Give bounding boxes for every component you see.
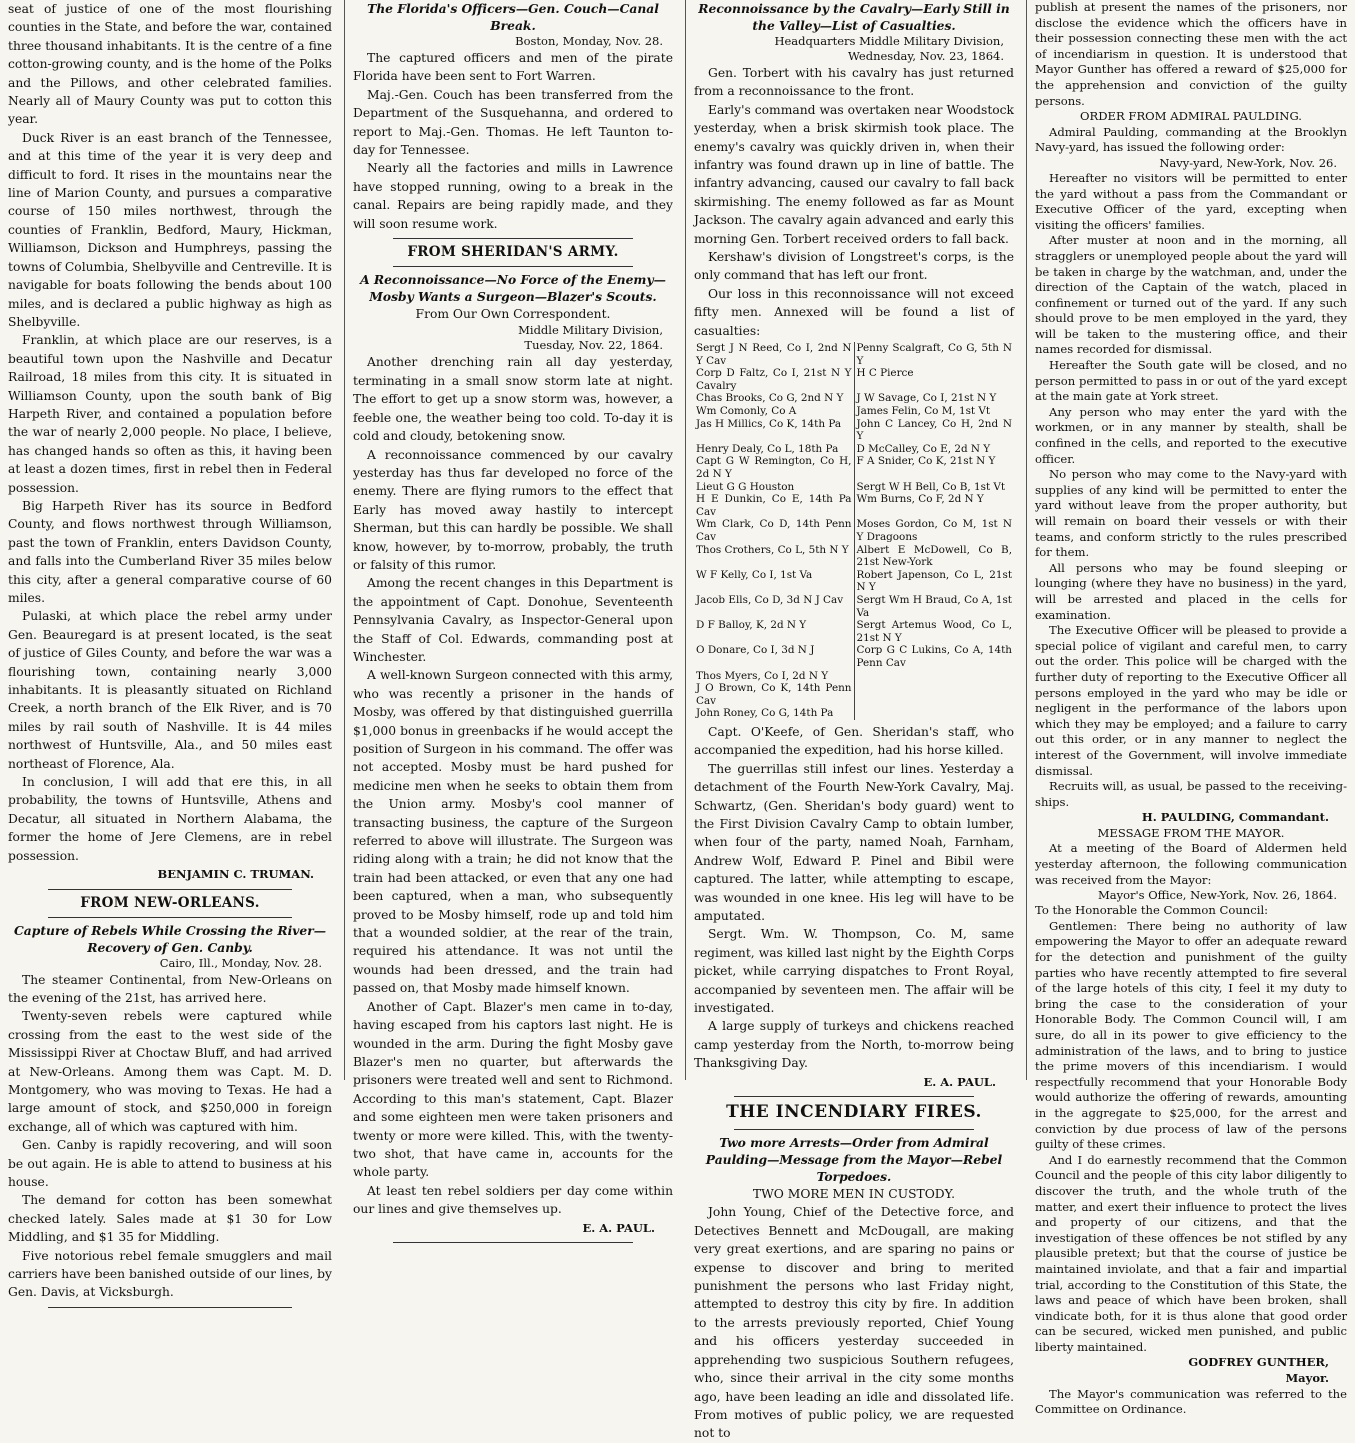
casualty-entry: Sergt J N Reed, Co I, 2nd N Y Cav [694,342,854,367]
column-4 [1026,0,1355,1417]
casualty-entry: John C Lancey, Co H, 2nd N Y [856,417,1012,443]
article-paragraph: Twenty-seven rebels were captured while crossing from the east to the west side of the Mississippi River at Choctaw Bluff, and had arrived at New-Orleans. Among them was Capt. M. D. Montgomery, who was moving to Texas. He had a large amount of stock, and $250,000 in foreign exchange, all of which was captured with him. [8,1009,332,1134]
dateline: Mayor's Office, New-York, Nov. 26, 1864. [1097,888,1337,903]
article-paragraph: And I do earnestly recommend that the Common Council and the people of this city labor diligently to discover the truth, and the whole truth of the matter, and exert their influence to protect the lives and property of our citizens, and that the investigation of these offences be not stifled by any plausible pretext; but that the course of justice be maintained inviolate, and that a fair and impartial trial, according to the Constitution of this State, the laws and peace of which have been broken, shall vindicate both, for it is thus alone that good order can be secured, wicked men punished, and public liberty maintained. [1035,1152,1347,1354]
casualty-entry: Sergt Artemus Wood, Co L, 21st N Y [856,619,1012,644]
casualty-entry: J O Brown, Co K, 14th Penn Cav [694,682,854,707]
casualty-row [694,481,1014,494]
casualty-entry: Corp G C Lukins, Co A, 14th Penn Cav [856,644,1012,669]
section-subhead: TWO MORE MEN IN CUSTODY. [752,1187,956,1202]
dateline: Cairo, Ill., Monday, Nov. 28. [159,955,322,970]
dateline: Middle Military Division, [518,323,663,338]
section-headline: FROM NEW-ORLEANS. [80,894,260,911]
casualty-row [694,619,1014,644]
dateline: Wednesday, Nov. 23, 1864. [848,49,1004,63]
article-paragraph: Sergt. Wm. W. Thompson, Co. M, same regiment, was killed last night by the Eighth Corps picket, while carrying dispatches to Front Royal, accompanied by seventeen men. The affair will be investigated. [694,927,1014,1015]
casualty-row [694,342,1014,367]
column-rule [734,1129,974,1130]
column-rule [393,238,633,239]
casualty-row [694,569,1014,594]
dateline: Tuesday, Nov. 22, 1864. [524,338,663,353]
article-paragraph: Capt. O'Keefe, of Gen. Sheridan's staff, who accompanied the expedition, had his horse killed. [694,724,1014,758]
casualty-entry: Capt G W Remington, Co H, 2d N Y [694,455,854,480]
sub-headline: A Reconnoissance—No Force of the Enemy—Mosby Wants a Surgeon—Blazer's Scouts. [360,272,666,305]
article-paragraph: The guerrillas still infest our lines. Yesterday a detachment of the Fourth New-York Cavalry, Maj. Schwartz, (Gen. Sheridan's body guard) went to the First Division Cavalry Camp to obtain lumber, when four of the party, named Noah, Farnham, Andrew Wolf, Edward P. Pinel and Bibil were captured. The latter, while attempting to escape, was wounded in one knee. His leg will have to be amputated. [694,761,1014,923]
article-paragraph: The demand for cotton has been somewhat checked lately. Sales made at $1 30 for Low Middling, and $1 35 for Middling. [8,1193,332,1245]
casualty-entry: F A Snider, Co K, 21st N Y [856,455,996,468]
casualty-row [694,443,1014,456]
casualty-entry: H C Pierce [856,367,914,380]
casualty-entry [854,707,1014,720]
column-2 [344,0,681,1235]
article-paragraph: The Mayor's communication was referred to the Committee on Ordinance. [1035,1386,1347,1417]
casualty-entry: Moses Gordon, Co M, 1st N Y Dragoons [856,518,1012,543]
signature: GODFREY GUNTHER, [1188,1355,1329,1370]
article-paragraph: Another of Capt. Blazer's men came in to-day, having escaped from his captors last night. He is wounded in the arm. During the fight Mosby gave Blazer's men no quarter, but afterwards the prisoners were treated well and sent to Richmond. According to this man's statement, Capt. Blazer and some eighteen men were taken prisoners and twenty or more were killed. This, with the twenty-two shot, that have came in, accounts for the whole party. [353,999,673,1180]
article-paragraph: No person who may come to the Navy-yard with supplies of any kind will be permitted to enter the yard without leave from the proper authority, but will remain on board their vessels or with their teams, and conform strictly to the rules prescribed for them. [1035,467,1347,560]
article-paragraph: Franklin, at which place are our reserves, is a beautiful town upon the Nashville and Decatur Railroad, 18 miles from this city. It is situated in Williamson County, upon the south bank of Big Harpeth River, and contained a population before the war of nearly 2,000 people. No place, I believe, has changed hands so often as this, it having been at least a dozen times, first in rebel then in Federal possession. [8,333,332,495]
casualty-entry [854,670,1014,683]
article-paragraph: At a meeting of the Board of Aldermen held yesterday afternoon, the following communication was received from the Mayor: [1035,841,1347,887]
casualty-entry: D F Balloy, K, 2d N Y [694,619,854,644]
article-paragraph: Any person who may enter the yard with the workmen, or in any manner by stealth, shall be confined in the cells, and reported to the executive officer. [1035,404,1347,466]
casualty-entry: James Felin, Co M, 1st Vt [856,405,991,418]
casualty-entry: Sergt Wm H Braud, Co A, 1st Va [856,593,1012,619]
casualty-entry: Wm Clark, Co D, 14th Penn Cav [694,518,854,543]
article-paragraph: The captured officers and men of the pirate Florida have been sent to Fort Warren. [353,51,673,84]
article-paragraph: Pulaski, at which place the rebel army under Gen. Beauregard is at present located, is the seat of justice of Giles County, and before the war was a flourishing town, containing nearly 3,000 inhabitants. It is pleasantly situated on Richland Creek, a north branch of the Elk River, and is 70 miles by rail south of Nashville. It is 44 miles northwest of Huntsville, Ala., and 50 miles east northeast of Florence, Ala. [8,609,332,771]
casualty-row [694,670,1014,683]
casualty-entry: Jacob Ells, Co D, 3d N J Cav [694,594,854,619]
article-paragraph: After muster at noon and in the morning, all stragglers or unemployed people about the yard will be taken in charge by the watchman, and, under the direction of the Captain of the watch, placed in confinement or turned out of the yard. If any such should prove to be men employed in the yard, they will be taken to the mustering office, and their names recorded for dismissal. [1035,233,1347,357]
casualty-entry: John Roney, Co G, 14th Pa [694,707,854,720]
dateline: Navy-yard, New-York, Nov. 26. [1159,155,1337,170]
sub-headline: The Florida's Officers—Gen. Couch—Canal Break. [367,1,659,33]
sub-headline: Capture of Rebels While Crossing the River—Recovery of Gen. Canby. [13,922,327,955]
casualty-entry [854,682,1014,707]
casualty-row [694,455,1014,480]
article-paragraph: Gen. Torbert with his cavalry has just returned from a reconnoissance to the front. [694,66,1014,99]
casualty-entry: Chas Brooks, Co G, 2nd N Y [694,392,854,405]
column-rule [48,889,292,890]
article-paragraph: Early's command was overtaken near Woodstock yesterday, when a brisk skirmish took place. The enemy's cavalry was quickly driven in, when their infantry was found drawn up in line of battle. The infantry advancing, caused our cavalry to fall back skirmishing. The enemy followed as far as Mount Jackson. The cavalry again advanced and early this morning Gen. Torbert received orders to fall back. [694,102,1014,246]
signature: E. A. PAUL. [582,1220,655,1235]
article-paragraph: In conclusion, I will add that ere this, in all probability, the towns of Huntsville, Athens and Decatur, all situated in Northern Alabama, the former the home of Jere Clemens, are in rebel possession. [8,775,332,863]
casualty-list [694,342,1014,720]
casualty-row [694,367,1014,392]
casualty-row [694,707,1014,720]
column-rule [48,1307,292,1308]
casualty-entry: Robert Japenson, Co L, 21st N Y [856,568,1012,594]
article-paragraph: All persons who may be found sleeping or lounging (where they have no business) in the yard, will be arrested and placed in the cells for examination. [1035,560,1347,622]
article-paragraph: Admiral Paulding, commanding at the Brooklyn Navy-yard, has issued the following order: [1035,124,1347,155]
main-headline: THE INCENDIARY FIRES. [726,1102,982,1123]
article-paragraph: Big Harpeth River has its source in Bedford County, and flows northwest through Williamson, past the town of Franklin, enters Davidson County, and falls into the Cumberland River 35 miles below this city, after a general comparative course of 60 miles. [8,498,332,605]
article-paragraph: Gentlemen: There being no authority of law empowering the Mayor to offer an adequate reward for the detection and punishment of the guilty parties who have recently attempted to fire several of the large hotels of this city, I feel it my duty to bring the case to the consideration of your Honorable Body. The Common Council will, I am sure, do all in its power to give efficiency to the administration of the laws, and to bring to justice the prime movers of this incendiarism. I would respectfully recommend that your Honorable Body would authorize the offering of rewards, amounting in the aggregate to $25,000, for the arrest and conviction by due process of law of the persons guilty of these crimes. [1035,918,1347,1152]
signature: E. A. PAUL. [923,1074,996,1089]
article-paragraph: A well-known Surgeon connected with this army, who was recently a prisoner in the hands of Mosby, was offered by that distinguished guerrilla $1,000 bonus in greenbacks if he would accept the position of Surgeon in his command. The offer was not accepted. Mosby must be hard pushed for medicine men when he seeks to obtain them from the Union army. Mosby's cool manner of transacting business, the capture of the Surgeon referred to above will illustrate. The Surgeon was riding along with a train; he did not know that the train had been attacked, or even that any one had been captured, when a man, who subsequently proved to be Mosby himself, rode up and told him that a wounded soldier, at the rear of the train, required his attendance. It was not until the wounds had been dressed, and the train had passed on, that Mosby made himself known. [353,668,673,996]
article-paragraph: Recruits will, as usual, be passed to the receiving-ships. [1035,779,1347,809]
section-subhead: ORDER FROM ADMIRAL PAULDING. [1080,109,1302,124]
article-paragraph: To the Honorable the Common Council: [1035,903,1269,918]
sub-headline: Two more Arrests—Order from Admiral Paulding—Message from the Mayor—Rebel Torpedoes. [705,1135,1003,1185]
casualty-entry: H E Dunkin, Co E, 14th Pa Cav [694,493,854,518]
casualty-entry: W F Kelly, Co I, 1st Va [694,569,854,594]
article-paragraph: John Young, Chief of the Detective force, and Detectives Bennett and McDougall, are making very great exertions, and are sparing no pains or expense to discover and bring to merited punishment the persons who last Friday night, attempted to destroy this city by fire. In addition to the arrests previously reported, Chief Young and his officers yesterday succeeded in apprehending two suspicious Southern refugees, who, since their arrival in the city some months ago, have been leading an idle and dissolated life. From motives of public policy, we are requested not to [694,1205,1014,1441]
casualty-entry: Penny Scalgraft, Co G, 5th N Y [856,342,1012,367]
article-paragraph: Nearly all the factories and mills in Lawrence have stopped running, owing to a break in the canal. Repairs are being rapidly made, and they will soon resume work. [353,161,673,231]
article-paragraph: Hereafter the South gate will be closed, and no person permitted to pass in or out of the yard except at the main gate at York street. [1035,358,1347,404]
article-paragraph: A reconnoissance commenced by our cavalry yesterday has thus far developed no force of the enemy. There are flying rumors to the effect that Early has moved away hastily to intercept Sherman, but this can hardly be possible. We shall know, however, by to-morrow, probably, the truth or falsity of this rumor. [353,447,673,572]
casualty-row [694,392,1014,405]
casualty-entry: Wm Burns, Co F, 2d N Y [856,493,984,506]
casualty-entry: Thos Myers, Co I, 2d N Y [694,670,854,683]
casualty-row [694,405,1014,418]
dateline: Boston, Monday, Nov. 28. [515,34,663,48]
column-rule [393,1242,633,1243]
article-paragraph: seat of justice of one of the most flourishing counties in the State, and before the war, contained three thousand inhabitants. It is the centre of a fine cotton-growing county, and is the home of the Polks and the Pillows, and other celebrated families. Nearly all of Maury County was put to cotton this year. [8,2,332,127]
column-rule [393,266,633,267]
article-paragraph: Kershaw's division of Longstreet's corps, is the only command that has left our front. [694,250,1014,283]
section-subhead: MESSAGE FROM THE MAYOR. [1097,825,1285,840]
casualty-entry: O Donare, Co I, 3d N J [694,644,854,669]
casualty-entry: Lieut G G Houston [694,481,854,494]
column-3 [685,0,1022,1441]
article-paragraph: The Executive Officer will be pleased to provide a special police of vigilant and careful men, to carry out the order. This police will be charged with the further duty of reporting to the Executive Officer all persons employed in the yard who may be idle or negligent in the performance of the labors upon which they may be employed; and a failure to carry out this order, or in any manner to neglect the interest of the Government, will involve immediate dismissal. [1035,623,1347,778]
casualty-entry: D McCalley, Co E, 2d N Y [856,442,991,455]
casualty-entry: Corp D Faltz, Co I, 21st N Y Cavalry [694,367,854,392]
casualty-entry: Albert E McDowell, Co B, 21st New-York [856,543,1012,569]
casualty-entry: Jas H Millics, Co K, 14th Pa [694,418,854,443]
article-paragraph: Hereafter no visitors will be permitted to enter the yard without a pass from the Commandant or Executive Officer of the yard, excepting when visiting the officers' families. [1035,170,1347,232]
article-paragraph: Another drenching rain all day yesterday, terminating in a small snow storm late at night. The effort to get up a snow storm was, however, a feeble one, the weather being too cold. To-day it is cold and cloudy, betokening snow. [353,355,673,444]
casualty-row [694,682,1014,707]
casualty-entry: Wm Comonly, Co A [694,405,854,418]
article-paragraph: Five notorious rebel female smugglers and mail carriers have been banished outside of our lines, by Gen. Davis, at Vicksburgh. [8,1248,332,1300]
dateline: Headquarters Middle Military Division, [774,34,1004,48]
section-headline: FROM SHERIDAN'S ARMY. [407,244,619,261]
signature: Mayor. [1285,1371,1329,1386]
article-paragraph: Gen. Canby is rapidly recovering, and will soon be out again. He is able to attend to business at his house. [8,1138,332,1189]
casualty-row [694,493,1014,518]
casualty-row [694,418,1014,443]
column-rule [48,917,292,918]
article-paragraph: Among the recent changes in this Department is the appointment of Capt. Donohue, Seventeenth Pennsylvania Cavalry, as Inspector-General upon the Staff of Col. Edwards, commanding post at Winchester. [353,576,673,664]
article-paragraph: Maj.-Gen. Couch has been transferred from the Department of the Susquehanna, and ordered to report to Maj.-Gen. Thomas. He left Taunton to-day for Tennessee. [353,87,673,158]
casualty-row [694,518,1014,543]
article-paragraph: publish at present the names of the prisoners, nor disclose the evidence which the officers have in their possession connecting these men with the act of incendiarism in question. It is understood that Mayor Gunther has offered a reward of $25,000 for the apprehension and conviction of the guilty persons. [1035,0,1347,108]
casualty-row [694,644,1014,669]
signature: H. PAULDING, Commandant. [1141,810,1329,825]
article-paragraph: The steamer Continental, from New-Orleans on the evening of the 21st, has arrived here. [8,972,332,1005]
casualty-entry: Thos Crothers, Co L, 5th N Y [694,544,854,569]
column-rule [734,1096,974,1097]
column-1 [0,0,340,1300]
casualty-row [694,544,1014,569]
article-paragraph: Our loss in this reconnoissance will not exceed fifty men. Annexed will be found a list of casualties: [694,286,1014,338]
sub-headline: Reconnoissance by the Cavalry—Early Still in the Valley—List of Casualties. [698,1,1010,33]
casualty-entry: Henry Dealy, Co L, 18th Pa [694,443,854,456]
signature: BENJAMIN C. TRUMAN. [157,867,314,882]
article-paragraph: At least ten rebel soldiers per day come within our lines and give themselves up. [353,1183,673,1217]
section-subhead: From Our Own Correspondent. [415,307,611,322]
casualty-row [694,594,1014,619]
casualty-entry: Sergt W H Bell, Co B, 1st Vt [856,480,1006,493]
casualty-entry: J W Savage, Co I, 21st N Y [856,392,997,405]
article-paragraph: A large supply of turkeys and chickens reached camp yesterday from the North, to-morrow being Thanksgiving Day. [694,1019,1014,1071]
article-paragraph: Duck River is an east branch of the Tennessee, and at this time of the year it is very deep and difficult to ford. It rises in the mountains near the line of Marion County, and pursues a comparative course of 150 miles northwest, through the counties of Franklin, Bedford, Maury, Hickman, Williamson, Dickson and Humphreys, passing the towns of Columbia, Shelbyville and Centreville. It is navigable for boats following the bends about 100 miles, and is declared a public highway as high as Shelbyville. [8,130,332,329]
